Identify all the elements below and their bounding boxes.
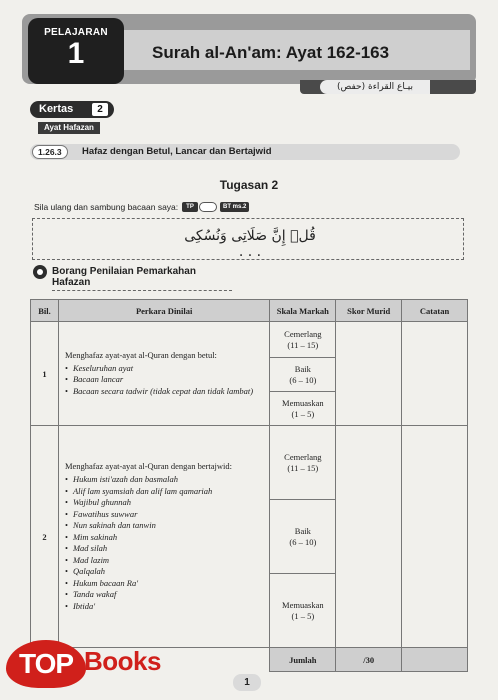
table-row xyxy=(31,426,468,500)
borang-title: Borang Penilaian Pemarkahan Hafazan xyxy=(52,266,232,291)
kertas-label: Kertas xyxy=(30,101,114,118)
topbooks-logo-books: Books xyxy=(84,646,161,676)
tp-oval-field[interactable] xyxy=(199,202,217,212)
scale-name: Memuaskan xyxy=(282,397,324,408)
scale-cell xyxy=(270,574,336,648)
scale-name: Cemerlang xyxy=(284,328,322,339)
score-field[interactable] xyxy=(336,322,402,426)
col-header-catatan: Catatan xyxy=(402,300,468,322)
criteria-item: • Hukum bacaan Ra' xyxy=(65,578,263,590)
total-value: /30 xyxy=(336,648,402,672)
criteria-item: • Hukum isti'azah dan basmalah xyxy=(65,474,263,486)
page-number: 1 xyxy=(233,674,261,691)
topbooks-logo-top: TOP xyxy=(6,640,86,688)
criteria-item: • Mim sakinah xyxy=(65,532,263,544)
table-row xyxy=(31,322,468,358)
scale-range: (11 – 15) xyxy=(287,462,319,473)
criteria-intro: Menghafaz ayat-ayat al-Quran dengan bertajwid: xyxy=(64,461,233,471)
scale-cell xyxy=(270,358,336,392)
task-title: Tugasan 2 xyxy=(219,178,279,192)
table-header-row xyxy=(31,300,468,322)
scale-name: Memuaskan xyxy=(282,599,324,610)
notes-field[interactable] xyxy=(402,426,468,648)
bt-badge: BT ms.2 xyxy=(220,202,249,212)
criteria-item: • Ibtida' xyxy=(65,601,263,613)
scale-range: (1 – 5) xyxy=(291,610,315,621)
criteria-item: • Fawatihus suwwar xyxy=(65,509,263,521)
reading-label: بيـاع القراءة (حفص) xyxy=(320,80,430,94)
score-field[interactable] xyxy=(336,426,402,648)
criteria-item: • Bacaan lancar xyxy=(65,374,263,386)
criteria-item: • Mad silah xyxy=(65,543,263,555)
lesson-title: Surah al-An'am: Ayat 162-163 xyxy=(152,43,390,62)
scale-name: Baik xyxy=(294,363,311,374)
col-header-skor: Skor Murid xyxy=(336,300,402,322)
scale-cell xyxy=(270,392,336,426)
lesson-tab xyxy=(28,18,124,84)
ayat-hafazan-tag: Ayat Hafazan xyxy=(38,122,100,134)
total-notes xyxy=(402,648,468,672)
tp-badge: TP xyxy=(182,202,198,212)
criteria-intro: Menghafaz ayat-ayat al-Quran dengan betul: xyxy=(64,349,217,360)
criteria-item: • Bacaan secara tadwir (tidak cepat dan tidak lambat) xyxy=(65,386,263,398)
scale-cell xyxy=(270,426,336,500)
standard-code: 1.26.3 xyxy=(32,145,68,159)
scale-range: (11 – 15) xyxy=(287,339,319,350)
criteria-list xyxy=(65,363,263,398)
lesson-label: PELAJARAN xyxy=(44,27,108,38)
lesson-number: 1 xyxy=(67,37,85,70)
notes-field[interactable] xyxy=(402,322,468,426)
total-label: Jumlah xyxy=(270,648,336,672)
scale-range: (6 – 10) xyxy=(289,374,317,385)
criteria-item: • Keseluruhan ayat xyxy=(65,363,263,375)
row-number: 2 xyxy=(31,426,59,648)
assessment-table xyxy=(30,299,468,672)
kertas-number: 2 xyxy=(92,103,108,116)
col-header-bil: Bil. xyxy=(31,300,59,322)
criteria-item: • Qalqalah xyxy=(65,566,263,578)
criteria-item: • Mad lazim xyxy=(65,555,263,567)
scale-name: Baik xyxy=(294,525,311,536)
scale-range: (6 – 10) xyxy=(289,536,317,547)
row-number: 1 xyxy=(31,322,59,426)
scale-range: (1 – 5) xyxy=(291,408,315,419)
criteria-item: • Nun sakinah dan tanwin xyxy=(65,520,263,532)
criteria-list xyxy=(65,474,263,612)
arabic-verse: قُلۡ إِنَّ صَلَاتِی وَنُسُكِی . . . xyxy=(184,228,316,260)
task-instruction: Sila ulang dan sambung bacaan saya: xyxy=(34,202,179,212)
criteria-item: • Wajibul ghunnah xyxy=(65,497,263,509)
criteria-item: • Tanda wakaf xyxy=(65,589,263,601)
standard-title: Hafaz dengan Betul, Lancar dan Bertajwid xyxy=(82,146,272,157)
target-icon xyxy=(33,265,47,279)
scale-name: Cemerlang xyxy=(284,451,322,462)
scale-cell xyxy=(270,322,336,358)
criteria-cell xyxy=(58,322,269,426)
scale-cell xyxy=(270,500,336,574)
col-header-skala: Skala Markah xyxy=(270,300,336,322)
criteria-item: • Alif lam syamsiah dan alif lam qamariah xyxy=(65,486,263,498)
criteria-cell xyxy=(58,426,269,648)
col-header-perkara: Perkara Dinilai xyxy=(58,300,269,322)
